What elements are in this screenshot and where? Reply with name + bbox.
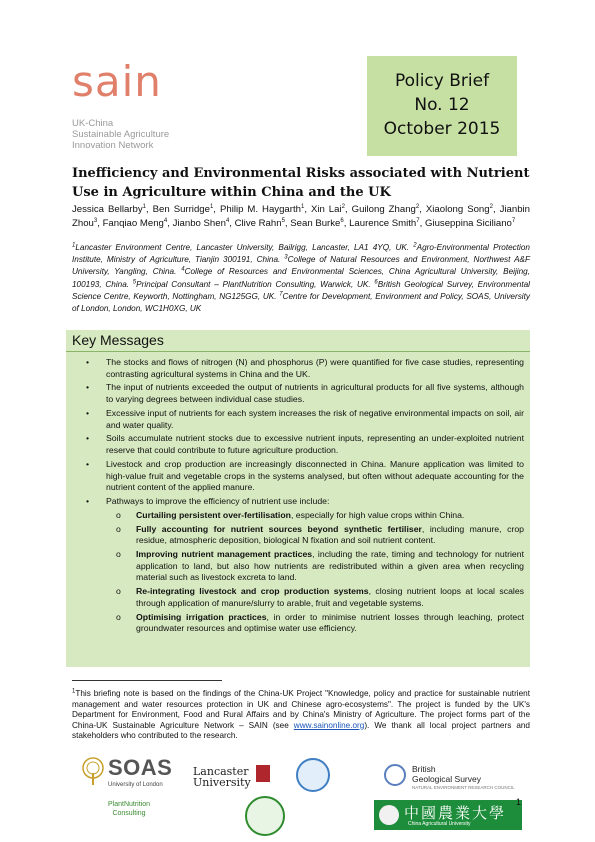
author-name: Jianbin Zhou	[72, 204, 531, 229]
author-affil-marker: 5	[281, 217, 285, 224]
key-messages-heading: Key Messages	[72, 332, 164, 348]
affiliation-marker: 5	[132, 278, 137, 285]
author-affil-marker: 2	[341, 203, 345, 210]
author-name: Xiaolong Song	[425, 204, 490, 215]
cau-seal-icon	[379, 805, 399, 825]
author-name: Fanqiao Meng	[102, 218, 164, 229]
pathway-title: Re-integrating livestock and crop production systems	[136, 586, 369, 597]
author-name: Jessica Bellarby	[72, 204, 143, 215]
lancaster-line: Lancaster	[193, 765, 249, 778]
lancaster-line: University	[193, 776, 251, 789]
key-message-text: Livestock and crop production are increasingly disconnected in China. Manure application was limited to high-value fruit and vegetable crops in the systems analysed, but often without adequate accounting for the nutrient content of the applied manure.	[106, 458, 524, 493]
affiliation-text: Agro-Environmental Protection Institute, Ministry of Agriculture, Tianjin 300191, China.	[72, 243, 530, 265]
paper-title: Inefficiency and Environmental Risks associated with Nutrient Use in Agriculture within China and the UK	[72, 166, 530, 200]
key-message-item	[84, 433, 524, 456]
bgs-subtitle: NATURAL ENVIRONMENT RESEARCH COUNCIL	[412, 785, 515, 790]
sain-website-link[interactable]: www.sainonline.org	[293, 720, 365, 730]
affiliation-text: Lancaster Environment Centre, Lancaster University, Bailrigg, Lancaster, LA1 4YQ, UK.	[75, 243, 410, 252]
bullet-icon: •	[86, 407, 90, 418]
author-name: Philip M. Haygarth	[219, 204, 301, 215]
author-name: Guilong Zhang	[351, 204, 416, 215]
footnote-marker: 1	[72, 688, 76, 695]
pathway-title: Fully accounting for nutrient sources beyond synthetic fertiliser	[136, 523, 422, 534]
author-affil-marker: 2	[489, 203, 493, 210]
key-message-item	[84, 382, 524, 405]
author-affil-marker: 1	[209, 203, 214, 210]
key-message-text: The stocks and flows of nitrogen (N) and phosphorus (P) were quantified for five case studies, representing contrasting agricultural systems in China and the UK.	[106, 357, 524, 379]
key-messages-box	[66, 330, 530, 667]
author-name: Jianbo Shen	[172, 218, 226, 229]
chinese-academy-seal-icon	[296, 758, 330, 792]
soas-logo: SOAS	[108, 755, 173, 780]
cau-logo	[374, 800, 522, 830]
circle-bullet-icon: o	[116, 586, 121, 597]
plantnutrition-logo	[108, 800, 150, 818]
cau-english-name: China Agricultural University	[408, 821, 471, 827]
sain-sub-line: UK-China	[72, 118, 114, 129]
author-affil-marker: 7	[511, 217, 516, 224]
key-message-item	[84, 408, 524, 431]
pathway-text: , including the rate, timing and technology for nutrient application to land, but also how nutrients are redistributed within a given area when recycling material such as livestock excreta to land.	[136, 549, 525, 583]
bullet-icon: •	[86, 382, 90, 393]
author-name: Xin Lai	[310, 204, 342, 215]
pathway-text: , in order to minimise nutrient losses through leaching, protect groundwater resources and optimise water use efficiency.	[136, 611, 524, 634]
author-affil-marker: 1	[142, 203, 146, 210]
footnote	[72, 689, 530, 742]
footnote-text-end: ). We thank all local project partners and stakeholders who contributed to the research.	[72, 720, 530, 741]
affiliation-marker: 1	[72, 242, 76, 249]
circle-bullet-icon: o	[116, 549, 121, 560]
affiliation-text: College of Natural Resources and Environment, Northwest A&F University, Yangling, China.	[72, 255, 530, 277]
author-affil-marker: 4	[163, 217, 168, 224]
bullet-icon: •	[86, 433, 90, 444]
author-affil-marker: 3	[93, 217, 98, 224]
plantnutrition-line: Consulting	[112, 810, 146, 817]
key-message-item	[84, 357, 524, 380]
affiliation-marker: 6	[374, 278, 378, 285]
affiliation-marker: 7	[279, 291, 283, 298]
bgs-line: British	[412, 764, 436, 774]
sain-wordmark: sain	[72, 57, 162, 106]
sain-logo	[72, 57, 202, 151]
bullet-icon: •	[86, 496, 90, 507]
pathway-title: Optimising irrigation practices	[136, 611, 267, 622]
author-affil-marker: 6	[340, 217, 344, 224]
affiliation-text: College of Resources and Environmental Sciences, China Agricultural University, Beijing, 100193, China.	[72, 267, 530, 289]
circle-bullet-icon: o	[116, 611, 121, 622]
sain-sub-line: Innovation Network	[72, 140, 154, 151]
footnote-text: This briefing note is based on the findings of the China-UK Project "Knowledge, policy and practice for sustainable nutrient management and water resources protection in UK and Chinese agro-ecosystems". The project is funded by the UK's Department for Environment, Food and Rural Affairs and by China's Ministry of Agriculture. The project forms part of the China-UK Sustainable Agriculture Network – SAIN (see	[72, 689, 530, 730]
lancaster-logo	[193, 766, 251, 788]
brief-label: Policy Brief	[394, 71, 490, 91]
pathway-title: Improving nutrient management practices	[136, 549, 313, 560]
key-message-item	[84, 459, 524, 494]
key-message-text: Pathways to improve the efficiency of nutrient use include:	[106, 496, 330, 507]
policy-brief-box	[367, 56, 517, 156]
pathway-item	[84, 510, 524, 522]
pathway-text: , closing nutrient loops at local scales through application of manure/slurry to arable, fruit and vegetable systems.	[136, 586, 524, 608]
author-affil-marker: 7	[416, 217, 420, 224]
author-affil-marker: 4	[225, 217, 230, 224]
affiliation-marker: 4	[181, 266, 185, 273]
sain-sub-line: Sustainable Agriculture	[72, 129, 170, 140]
divider	[66, 351, 530, 352]
brief-number: No. 12	[414, 95, 470, 115]
author-name: Laurence Smith	[349, 218, 417, 229]
soas-subtitle: University of London	[108, 782, 163, 788]
pathway-item	[84, 524, 524, 547]
bgs-line: Geological Survey	[412, 774, 481, 784]
circle-bullet-icon: o	[116, 523, 121, 534]
affiliation-marker: 2	[413, 242, 417, 249]
lancaster-crest-icon	[256, 765, 270, 782]
affiliation-text: Centre for Development, Environment and Policy, SOAS, University of London, London, WC1H0XG, UK	[72, 291, 530, 314]
author-name: Sean Burke	[290, 218, 341, 229]
author-affil-marker: 2	[415, 203, 420, 210]
page-number: 1	[516, 797, 522, 807]
key-messages-list	[84, 357, 524, 637]
bgs-logo	[412, 764, 481, 784]
key-message-text: Soils accumulate nutrient stocks due to excessive nutrient inputs, representing an under-exploited nutrient reserve that could contribute to future agriculture production.	[106, 433, 524, 456]
affiliation-text: Principal Consultant – PlantNutrition Consulting, Warwick, UK.	[136, 279, 371, 289]
affiliations	[72, 242, 530, 315]
key-message-item	[84, 496, 524, 508]
bgs-mark-icon	[384, 764, 406, 786]
soas-tree-icon	[80, 757, 106, 787]
circle-bullet-icon: o	[116, 509, 121, 520]
pathway-item	[84, 586, 524, 609]
pathway-title: Curtailing persistent over-fertilisation	[136, 509, 291, 520]
pathway-item	[84, 549, 524, 584]
pathway-item	[84, 612, 524, 635]
author-name: Ben Surridge	[152, 204, 210, 215]
bullet-icon: •	[86, 458, 90, 469]
author-affil-marker: 1	[300, 203, 305, 210]
university-seal-icon	[245, 796, 285, 836]
bullet-icon: •	[86, 357, 90, 367]
author-list: Jessica Bellarby$^1$, Ben Surridge$^1$, Philip M. Haygarth$^1$, Xin Lai$^2$, Guilong Zhang$^2$, Xiaolong Song$^2$, Jianbin Zhou$^3$, Fanqiao Meng$^4$, Jianbo Shen$^4$, Clive Rahn$^5$, Sean Burke$^6$, Laurence Smith$^7$, Giuseppina Siciliano$^7$	[72, 203, 531, 229]
key-message-text: Excessive input of nutrients for each system increases the risk of negative environmental impacts on soil, air and water quality.	[106, 407, 524, 430]
author-name: Giuseppina Siciliano	[424, 218, 512, 229]
footnote-divider	[72, 680, 222, 681]
affiliation-marker: 3	[284, 254, 288, 261]
brief-date: October 2015	[383, 119, 501, 139]
affiliation-text: British Geological Survey, Environmental Science Centre, Keyworth, Nottingham, NG125GG, UK.	[72, 279, 530, 301]
key-message-text: The input of nutrients exceeded the output of nutrients in agricultural products for all five systems, although to varying degrees between individual case studies.	[106, 382, 524, 405]
plantnutrition-line: PlantNutrition	[108, 801, 151, 808]
author-name: Clive Rahn	[234, 218, 282, 229]
sain-subtitle	[72, 118, 202, 151]
cau-chinese-name: 中國農業大學	[404, 805, 507, 822]
pathway-text: , including manure, crop residue, atmospheric deposition, biological N fixation and soil nutrient content.	[136, 523, 524, 546]
pathway-text: , especially for high value crops within China.	[290, 509, 465, 520]
